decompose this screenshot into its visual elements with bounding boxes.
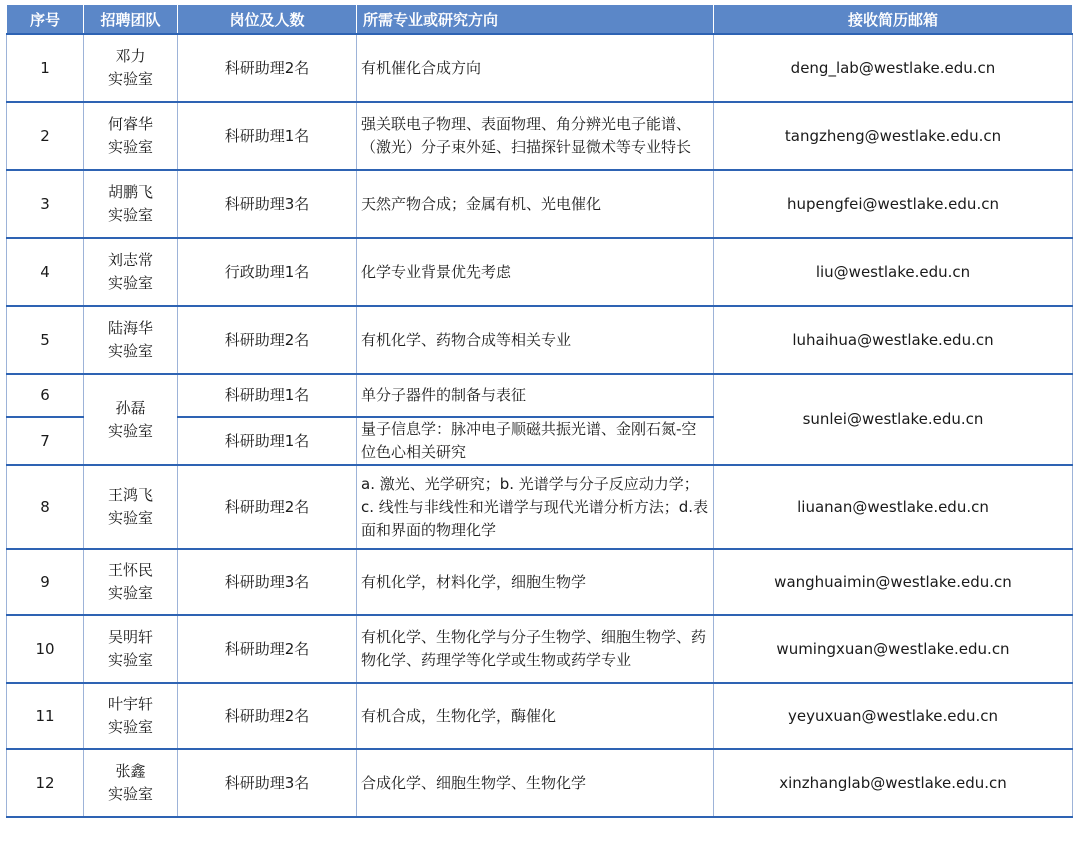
position-cell: 行政助理1名 <box>178 238 357 306</box>
team-name: 王鸿飞 <box>107 486 153 504</box>
major-cell: 量子信息学：脉冲电子顺磁共振光谱、金刚石氮-空位色心相关研究 <box>357 417 714 465</box>
team-name: 刘志常 <box>107 251 153 269</box>
table-row <box>7 465 1073 549</box>
major-cell: 有机化学，材料化学，细胞生物学 <box>357 549 714 615</box>
major-cell: 单分子器件的制备与表征 <box>357 374 714 417</box>
major-cell: a. 激光、光学研究；b. 光谱学与分子反应动力学；c. 线性与非线性和光谱学与现代光谱分析方法；d.表面和界面的物理化学 <box>357 465 714 549</box>
team-cell <box>84 374 178 465</box>
table-row <box>7 749 1073 817</box>
team-cell <box>84 749 178 817</box>
email-cell[interactable]: wanghuaimin@westlake.edu.cn <box>714 549 1073 615</box>
recruitment-table <box>6 4 1073 818</box>
row-no: 12 <box>7 749 84 817</box>
position-cell: 科研助理3名 <box>178 549 357 615</box>
team-cell <box>84 34 178 102</box>
team-cell <box>84 238 178 306</box>
team-cell <box>84 170 178 238</box>
team-name: 胡鹏飞 <box>107 183 153 201</box>
team-name: 张鑫 <box>115 762 146 780</box>
row-no: 5 <box>7 306 84 374</box>
row-no: 10 <box>7 615 84 683</box>
major-cell: 有机化学、生物化学与分子生物学、细胞生物学、药物化学、药理学等化学或生物或药学专业 <box>357 615 714 683</box>
email-cell[interactable]: deng_lab@westlake.edu.cn <box>714 34 1073 102</box>
team-suffix: 实验室 <box>107 785 153 803</box>
table-row <box>7 34 1073 102</box>
team-suffix: 实验室 <box>107 509 153 527</box>
position-cell: 科研助理2名 <box>178 615 357 683</box>
table-row <box>7 170 1073 238</box>
email-cell[interactable]: wumingxuan@westlake.edu.cn <box>714 615 1073 683</box>
email-cell[interactable]: liu@westlake.edu.cn <box>714 238 1073 306</box>
team-suffix: 实验室 <box>107 342 153 360</box>
row-no: 6 <box>7 374 84 417</box>
team-suffix: 实验室 <box>107 274 153 292</box>
major-cell: 天然产物合成；金属有机、光电催化 <box>357 170 714 238</box>
team-suffix: 实验室 <box>107 70 153 88</box>
table-row <box>7 615 1073 683</box>
table-row <box>7 306 1073 374</box>
team-name: 陆海华 <box>107 319 153 337</box>
header-email: 接收简历邮箱 <box>714 5 1073 35</box>
row-no: 2 <box>7 102 84 170</box>
major-cell: 有机化学、药物合成等相关专业 <box>357 306 714 374</box>
table-row <box>7 549 1073 615</box>
email-cell[interactable]: hupengfei@westlake.edu.cn <box>714 170 1073 238</box>
team-name: 邓力 <box>115 47 146 65</box>
team-name: 何睿华 <box>107 115 153 133</box>
team-cell <box>84 615 178 683</box>
team-cell <box>84 465 178 549</box>
header-position: 岗位及人数 <box>178 5 357 35</box>
major-cell: 强关联电子物理、表面物理、角分辨光电子能谱、（激光）分子束外延、扫描探针显微术等专业特长 <box>357 102 714 170</box>
header-no: 序号 <box>7 5 84 35</box>
position-cell: 科研助理3名 <box>178 749 357 817</box>
position-cell: 科研助理2名 <box>178 465 357 549</box>
email-cell[interactable]: liuanan@westlake.edu.cn <box>714 465 1073 549</box>
major-cell: 有机催化合成方向 <box>357 34 714 102</box>
position-cell: 科研助理1名 <box>178 374 357 417</box>
row-no: 9 <box>7 549 84 615</box>
email-cell[interactable]: xinzhanglab@westlake.edu.cn <box>714 749 1073 817</box>
major-cell: 合成化学、细胞生物学、生物化学 <box>357 749 714 817</box>
position-cell: 科研助理1名 <box>178 417 357 465</box>
team-suffix: 实验室 <box>107 421 153 440</box>
position-cell: 科研助理2名 <box>178 34 357 102</box>
team-suffix: 实验室 <box>107 206 153 224</box>
position-cell: 科研助理3名 <box>178 170 357 238</box>
email-cell[interactable]: tangzheng@westlake.edu.cn <box>714 102 1073 170</box>
row-no: 7 <box>7 417 84 465</box>
team-cell <box>84 306 178 374</box>
row-no: 3 <box>7 170 84 238</box>
email-cell[interactable]: luhaihua@westlake.edu.cn <box>714 306 1073 374</box>
row-no: 8 <box>7 465 84 549</box>
table-row <box>7 102 1073 170</box>
header-team: 招聘团队 <box>84 5 178 35</box>
team-suffix: 实验室 <box>107 718 153 736</box>
table-row <box>7 238 1073 306</box>
table-header-row <box>7 5 1073 35</box>
email-cell[interactable]: sunlei@westlake.edu.cn <box>714 374 1073 465</box>
team-cell <box>84 102 178 170</box>
row-no: 1 <box>7 34 84 102</box>
row-no: 11 <box>7 683 84 749</box>
recruitment-table-container <box>6 4 1072 818</box>
position-cell: 科研助理1名 <box>178 102 357 170</box>
row-no: 4 <box>7 238 84 306</box>
team-cell <box>84 549 178 615</box>
team-suffix: 实验室 <box>107 138 153 156</box>
team-name: 孙磊 <box>115 398 146 417</box>
position-cell: 科研助理2名 <box>178 683 357 749</box>
email-cell[interactable]: yeyuxuan@westlake.edu.cn <box>714 683 1073 749</box>
position-cell: 科研助理2名 <box>178 306 357 374</box>
major-cell: 有机合成，生物化学，酶催化 <box>357 683 714 749</box>
team-name: 王怀民 <box>107 561 153 579</box>
team-name: 吴明轩 <box>107 628 153 646</box>
header-major: 所需专业或研究方向 <box>357 5 714 35</box>
table-row <box>7 683 1073 749</box>
major-cell: 化学专业背景优先考虑 <box>357 238 714 306</box>
team-name: 叶宇轩 <box>107 695 153 713</box>
team-suffix: 实验室 <box>107 584 153 602</box>
team-suffix: 实验室 <box>107 651 153 669</box>
table-row <box>7 374 1073 417</box>
team-cell <box>84 683 178 749</box>
